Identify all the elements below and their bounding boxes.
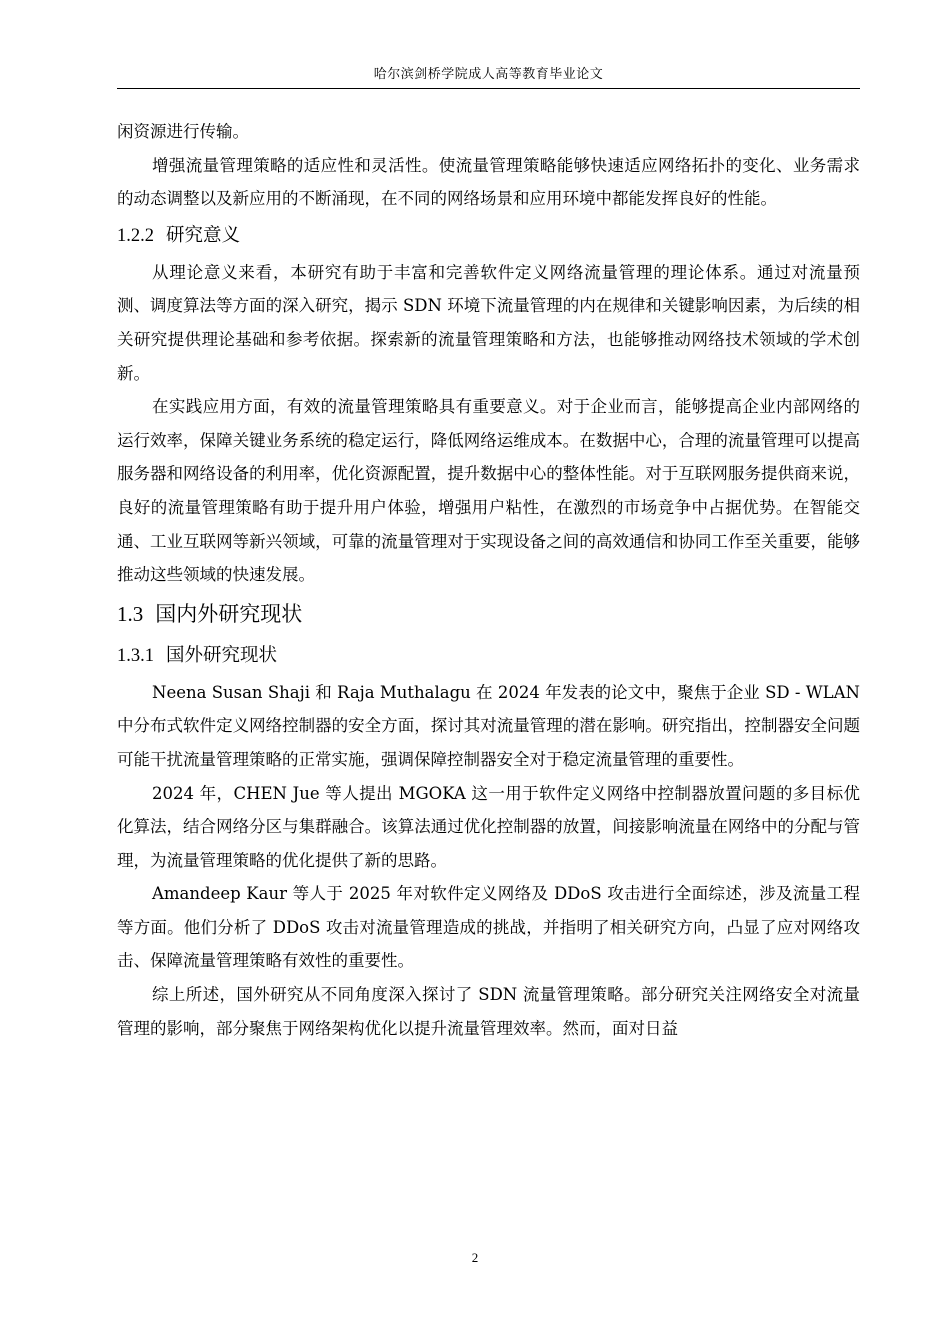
section-number: 1.3.1 [117,645,154,666]
paragraph-theoretical-significance: 从理论意义来看，本研究有助于丰富和完善软件定义网络流量管理的理论体系。通过对流量预测、调度算法等方面的深入研究，揭示 SDN 环境下流量管理的内在规律和关键影响因素，为后续的相关研究提供理论基础和参考依据。探索新的流量管理策略和方法，也能够推动网络技术领域的学术创新。 [117,262,860,383]
paragraph-chen-jue: 2024 年，CHEN Jue 等人提出 MGOKA 这一用于软件定义网络中控制器放置问题的多目标优化算法，结合网络分区与集群融合。该算法通过优化控制器的放置，间接影响流量在网络中的分配与管理，为流量管理策略的优化提供了新的思路。 [117,783,860,870]
paragraph-adaptability: 增强流量管理策略的适应性和灵活性。使流量管理策略能够快速适应网络拓扑的变化、业务需求的动态调整以及新应用的不断涌现，在不同的网络场景和应用环境中都能发挥良好的性能。 [117,155,860,209]
section-title: 国外研究现状 [166,644,278,666]
section-heading-1-3-1 [117,636,860,676]
section-number: 1.2.2 [117,225,154,246]
section-title: 研究意义 [166,224,241,246]
page-header: 哈尔滨剑桥学院成人高等教育毕业论文 [373,67,604,82]
paragraph-shaji-muthalagu: Neena Susan Shaji 和 Raja Muthalagu 在 2024 年发表的论文中，聚焦于企业 SD - WLAN 中分布式软件定义网络控制器的安全方面，探讨其对流量管理的潜在影响。研究指出，控制器安全问题可能干扰流量管理策略的正常实施，强调保障控制器安全对于稳定流量管理的重要性。 [117,682,860,769]
page-number: 2 [471,1250,479,1265]
page-body [117,115,860,1045]
header-divider [117,88,860,89]
paragraph-continuation: 闲资源进行传输。 [117,122,249,141]
paragraph-summary: 综上所述，国外研究从不同角度深入探讨了 SDN 流量管理策略。部分研究关注网络安全对流量管理的影响，部分聚焦于网络架构优化以提升流量管理效率。然而，面对日益 [117,985,860,1038]
section-heading-1-3 [117,592,860,636]
section-number: 1.3 [117,601,144,626]
section-title: 国内外研究现状 [155,601,303,626]
paragraph-practical-significance: 在实践应用方面，有效的流量管理策略具有重要意义。对于企业而言，能够提高企业内部网络的运行效率，保障关键业务系统的稳定运行，降低网络运维成本。在数据中心，合理的流量管理可以提高服务器和网络设备的利用率，优化资源配置，提升数据中心的整体性能。对于互联网服务提供商来说，良好的流量管理策略有助于提升用户体验，增强用户粘性，在激烈的市场竞争中占据优势。在智能交通、工业互联网等新兴领域，可靠的流量管理对于实现设备之间的高效通信和协同工作至关重要，能够推动这些领域的快速发展。 [117,397,860,585]
paragraph-amandeep-kaur: Amandeep Kaur 等人于 2025 年对软件定义网络及 DDoS 攻击进行全面综述，涉及流量工程等方面。他们分析了 DDoS 攻击对流量管理造成的挑战，并指明了相关研究方向，凸显了应对网络攻击、保障流量管理策略有效性的重要性。 [117,884,860,971]
section-heading-1-2-2 [117,216,860,256]
